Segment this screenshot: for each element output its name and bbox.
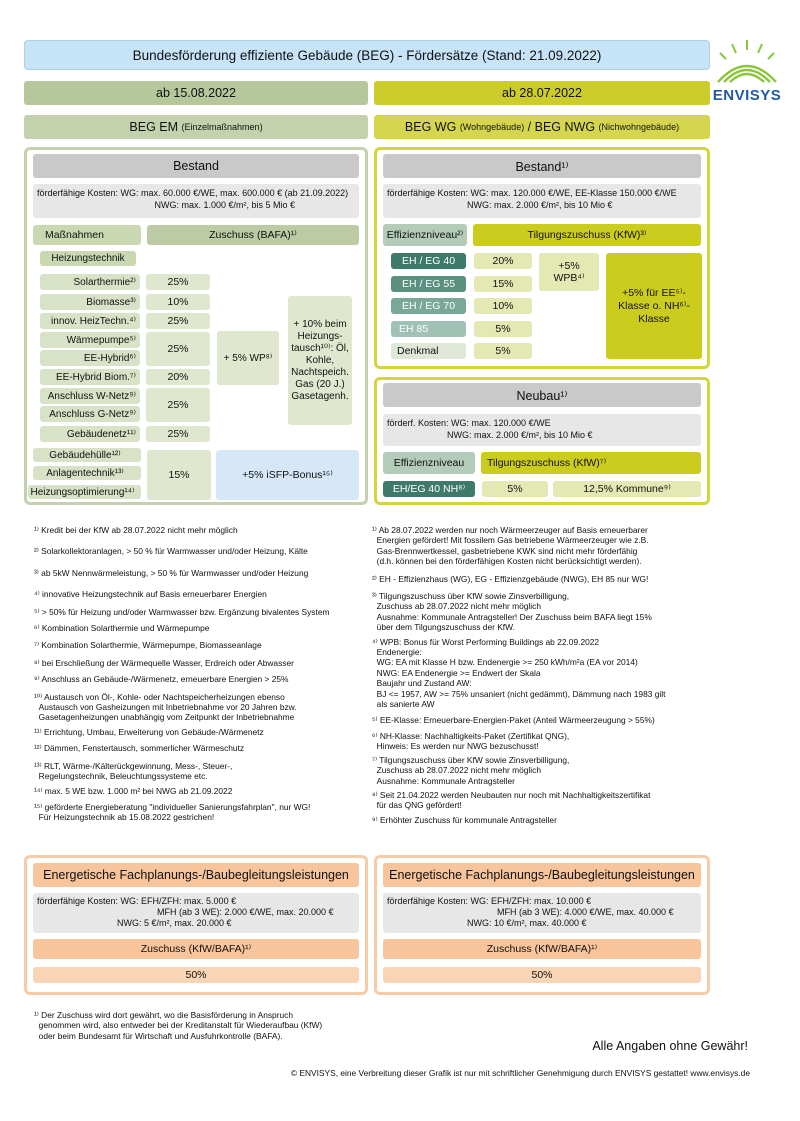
- footnote-item: ⁵⁾ EE-Klasse: Erneuerbare-Energien-Paket (Anteil Wärmeerzeugung > 55%): [372, 714, 655, 725]
- footnote-item: ¹⁾ Ab 28.07.2022 werden nur noch Wärmeerzeuger auf Basis erneuerbarer Energien gefördert! Mit fossilem Gas betriebene Wärmeerzeuger wie z.B. Gas-Brennwertkessel, gasbetriebene KWK sind nicht mehr förderfähig (d.h. können bei den förderfähigen Kosten nicht berücksichtigt werden).: [372, 525, 649, 567]
- eh-70-val: 10%: [474, 298, 532, 314]
- left-program-name: BEG EM: [129, 120, 179, 134]
- row-anschluss-w-netz: Anschluss W-Netz⁹⁾: [40, 388, 140, 404]
- disclaimer: Alle Angaben ohne Gewähr!: [592, 1039, 748, 1053]
- row-biomasse: Biomasse³⁾: [40, 294, 140, 310]
- val-biomasse: 10%: [146, 294, 210, 310]
- val-anschluss-netz: 25%: [146, 388, 210, 422]
- footnote-item: ⁴⁾ innovative Heizungstechnik auf Basis erneuerbarer Energien: [34, 589, 267, 600]
- fach-right-l2: MFH (ab 3 WE): 4.000 €/WE, max. 40.000 €: [497, 907, 674, 917]
- footnote-item: ⁷⁾ Kombination Solarthermie, Wärmepumpe, Biomasseanlage: [34, 640, 262, 651]
- val-solarthermie: 25%: [146, 274, 210, 290]
- wpb-bonus: +5% WPB⁴⁾: [539, 253, 599, 291]
- logo-sun-icon: [712, 38, 782, 84]
- footnote-item: ¹⁰⁾ Austausch von Öl-, Kohle- oder Nachtspeicherheizungen ebenso Austausch von Gasheizungen mit Inbetriebnahme vor 20 Jahren bzw. Gasetagenheizungen unabhängig vom Zeitpunkt der Inbetriebnahme: [34, 691, 297, 723]
- footnote-item: ⁶⁾ NH-Klasse: Nachhaltigkeits-Paket (Zertifikat QNG), Hinweis: Es werden nur NWG bezuschusst!: [372, 730, 570, 752]
- footnote-item: ³⁾ ab 5kW Nennwärmeleistung, > 50 % für Warmwasser und/oder Heizung: [34, 567, 309, 578]
- notes-left: [34, 525, 364, 823]
- right-program-sub1: (Wohngebäude): [459, 122, 525, 132]
- footnote-item: ¹⁵⁾ geförderte Energieberatung "individueller Sanierungsfahrplan", nur WG! Für Heizungstechnik ab 15.08.2022 gestrichen!: [34, 801, 311, 823]
- copyright: © ENVISYS, eine Verbreitung dieser Grafik ist nur mit schriftlicher Genehmigung durch ENVISYS gestattet! www.envisys.de: [290, 1068, 750, 1078]
- left-date: ab 15.08.2022: [24, 81, 368, 105]
- fach-left-cost: [33, 893, 359, 933]
- val-huelle-anlagen: 15%: [147, 450, 211, 500]
- neubau-cost-line2: NWG: max. 2.000 €/m², bis 10 Mio €: [447, 430, 593, 440]
- row-waermepumpe: Wärmepumpe⁵⁾: [40, 332, 140, 348]
- right-program-name: BEG WG: [404, 120, 457, 134]
- neubau-cost-box: [383, 414, 701, 446]
- eh-70: EH / EG 70: [391, 298, 466, 314]
- val-gebaeudenetz: 25%: [146, 426, 210, 442]
- row-heizungsoptimierung: Heizungsoptimierung¹⁴⁾: [28, 485, 141, 499]
- heizungstechnik-label: Heizungstechnik: [40, 251, 136, 266]
- envisys-logo: [712, 38, 782, 104]
- isfp-bonus: +5% iSFP-Bonus¹⁵⁾: [216, 450, 359, 500]
- ee-nh-bonus: +5% für EE⁵⁾- Klasse o. NH⁶⁾- Klasse: [606, 253, 702, 359]
- left-cost-line1: förderfähige Kosten: WG: max. 60.000 €/WE, max. 600.000 € (ab 21.09.2022): [37, 188, 349, 198]
- fach-right-l1: förderfähige Kosten: WG: EFH/ZFH: max. 10.000 €: [387, 896, 592, 906]
- left-program: [24, 115, 368, 139]
- left-cost-line2: NWG: max. 1.000 €/m², bis 5 Mio €: [154, 200, 295, 210]
- page-title: Bundesförderung effiziente Gebäude (BEG) - Fördersätze (Stand: 21.09.2022): [24, 40, 710, 70]
- right-date: ab 28.07.2022: [374, 81, 710, 105]
- logo-text: ENVISYS: [712, 87, 782, 104]
- row-anlagentechnik: Anlagentechnik¹³⁾: [33, 466, 141, 480]
- row-innov-heiztechn: innov. HeizTechn.⁴⁾: [40, 313, 140, 329]
- eh-55-val: 15%: [474, 276, 532, 292]
- footnote-item: ¹³⁾ RLT, Wärme-/Kälterückgewinnung, Mess-, Steuer-, Regelungstechnik, Beleuchtungssysteme etc.: [34, 760, 233, 782]
- fach-right-l3: NWG: 10 €/m², max. 40.000 €: [467, 918, 587, 928]
- eh-40: EH / EG 40: [391, 253, 466, 269]
- denkmal-val: 5%: [474, 343, 532, 359]
- fach-left-header: Energetische Fachplanungs-/Baubegleitungsleistungen: [33, 863, 359, 887]
- left-program-sub: (Einzelmaßnahmen): [181, 122, 263, 132]
- eh-85: EH 85: [391, 321, 466, 337]
- col-tilgungszuschuss: Tilgungszuschuss (KfW)³⁾: [473, 224, 701, 246]
- notes-right: [372, 525, 712, 825]
- fach-left-zuschuss: Zuschuss (KfW/BAFA)¹⁾: [33, 939, 359, 959]
- footnote-item: ⁷⁾ Tilgungszuschuss über KfW sowie Zinsverbilligung, Zuschuss ab 28.07.2022 nicht mehr möglich Ausnahme: Kommunale Antragsteller: [372, 754, 570, 786]
- eh-85-val: 5%: [474, 321, 532, 337]
- right-program-mid: / BEG NWG: [524, 120, 599, 134]
- left-bestand-header: Bestand: [33, 154, 359, 178]
- val-innov-heiztechn: 25%: [146, 313, 210, 329]
- val-ee-hybrid-biom: 20%: [146, 369, 210, 385]
- neubau-kommune: 12,5% Kommune⁹⁾: [553, 481, 701, 497]
- neubau-header: Neubau¹⁾: [383, 383, 701, 407]
- heizungstausch-bonus: + 10% beim Heizungs-tausch¹⁰⁾: Öl, Kohle, Nachtspeich. Gas (20 J.) Gasetagenh.: [288, 296, 352, 425]
- footnote-item: ¹⁴⁾ max. 5 WE bzw. 1.000 m² bei NWG ab 21.09.2022: [34, 785, 233, 796]
- row-gebaeudehuelle: Gebäudehülle¹²⁾: [33, 448, 141, 462]
- neubau-eh40-nh: EH/EG 40 NH⁸⁾: [383, 481, 475, 497]
- neubau-col-eff: Effizienzniveau: [383, 452, 475, 474]
- footnote-item: ⁹⁾ Erhöhter Zuschuss für kommunale Antragsteller: [372, 814, 557, 825]
- eh-55: EH / EG 55: [391, 276, 466, 292]
- footnote-item: ⁴⁾ WPB: Bonus für Worst Performing Buildings ab 22.09.2022 Endenergie: WG: EA mit Klasse H bzw. Endenergie >= 250 kWh/m²a (EA vor 2014) NWG: EA Endenergie >= Endwert der Skala Baujahr und Zustand AW: BJ <= 1957, AW >= 75% unsaniert (nicht gedämmt), Dämmung nach 1983 gilt als sanierte AW: [372, 636, 666, 710]
- footnote-item: ¹²⁾ Dämmen, Fenstertausch, sommerlicher Wärmeschutz: [34, 743, 245, 754]
- footnote-item: ³⁾ Tilgungszuschuss über KfW sowie Zinsverbilligung, Zuschuss ab 28.07.2022 nicht mehr möglich Ausnahme: Kommunale Antragsteller! Der Zuschuss beim BAFA liegt 15% über dem Tilgungszuschuss der KfW.: [372, 591, 652, 633]
- footnote-item: ¹⁾ Kredit bei der KfW ab 28.07.2022 nicht mehr möglich: [34, 525, 238, 535]
- footnote-item: ⁹⁾ Anschluss an Gebäude-/Wärmenetz, erneuerbare Energien > 25%: [34, 674, 289, 685]
- right-bestand-header: Bestand¹⁾: [383, 154, 701, 178]
- col-massnahmen: Maßnahmen: [33, 225, 141, 245]
- col-zuschuss: Zuschuss (BAFA)¹⁾: [147, 225, 359, 245]
- row-ee-hybrid: EE-Hybrid⁶⁾: [40, 350, 140, 366]
- eh-40-val: 20%: [474, 253, 532, 269]
- footnote-item: ⁸⁾ bei Erschließung der Wärmequelle Wasser, Erdreich oder Abwasser: [34, 657, 294, 668]
- fach-left-value: 50%: [33, 967, 359, 983]
- denkmal: Denkmal: [391, 343, 466, 359]
- col-effizienzniveau: Effizienzniveau²⁾: [383, 224, 467, 246]
- neubau-col-tilg: Tilgungszuschuss (KfW)⁷⁾: [481, 452, 701, 474]
- footnote-item: ²⁾ EH - Effizienzhaus (WG), EG - Effizienzgebäude (NWG), EH 85 nur WG!: [372, 573, 649, 584]
- fach-left-l2: MFH (ab 3 WE): 2.000 €/WE, max. 20.000 €: [157, 907, 334, 917]
- fach-right-value: 50%: [383, 967, 701, 983]
- right-program-sub2: (Nichwohngebäude): [598, 122, 680, 132]
- row-ee-hybrid-biom: EE-Hybrid Biom.⁷⁾: [40, 369, 140, 385]
- wp-bonus: + 5% WP⁸⁾: [217, 331, 279, 385]
- neubau-cost-line1: förderf. Kosten: WG: max. 120.000 €/WE: [387, 418, 551, 428]
- row-solarthermie: Solarthermie²⁾: [40, 274, 140, 290]
- right-cost-box: [383, 184, 701, 218]
- right-cost-line2: NWG: max. 2.000 €/m², bis 10 Mio €: [467, 200, 613, 210]
- footnote-item: ⁶⁾ Kombination Solarthermie und Wärmepumpe: [34, 623, 210, 634]
- fach-left-l3: NWG: 5 €/m², max. 20.000 €: [117, 918, 232, 928]
- footnote-item: ⁸⁾ Seit 21.04.2022 werden Neubauten nur noch mit Nachhaltigkeitszertifikat für das QNG gefördert!: [372, 789, 651, 811]
- fach-right-cost: [383, 893, 701, 933]
- neubau-val: 5%: [482, 481, 548, 497]
- row-anschluss-g-netz: Anschluss G-Netz⁹⁾: [40, 406, 140, 422]
- fach-right-zuschuss: Zuschuss (KfW/BAFA)¹⁾: [383, 939, 701, 959]
- right-cost-line1: förderfähige Kosten: WG: max. 120.000 €/WE, EE-Klasse 150.000 €/WE: [387, 188, 677, 198]
- footnote-item: ⁵⁾ > 50% für Heizung und/oder Warmwasser bzw. Ergänzung bivalentes System: [34, 606, 330, 617]
- val-waermepumpe-hybrid: 25%: [146, 332, 210, 366]
- left-cost-box: [33, 184, 359, 218]
- footnote: ¹⁾ Der Zuschuss wird dort gewährt, wo die Basisförderung in Anspruch genommen wird, also entweder bei der Kreditanstalt für Wiederaufbau (KfW) oder beim Bundesamt für Wirtschaft und Ausfuhrkontrolle (BAFA).: [34, 1010, 323, 1041]
- footnote-item: ¹¹⁾ Errichtung, Umbau, Erweiterung von Gebäude-/Wärmenetz: [34, 726, 264, 737]
- fach-right-header: Energetische Fachplanungs-/Baubegleitungsleistungen: [383, 863, 701, 887]
- fach-left-l1: förderfähige Kosten: WG: EFH/ZFH: max. 5.000 €: [37, 896, 237, 906]
- row-gebaeudenetz: Gebäudenetz¹¹⁾: [40, 426, 140, 442]
- footnote-item: ²⁾ Solarkollektoranlagen, > 50 % für Warmwasser und/oder Heizung, Kälte: [34, 546, 308, 557]
- right-program: [374, 115, 710, 139]
